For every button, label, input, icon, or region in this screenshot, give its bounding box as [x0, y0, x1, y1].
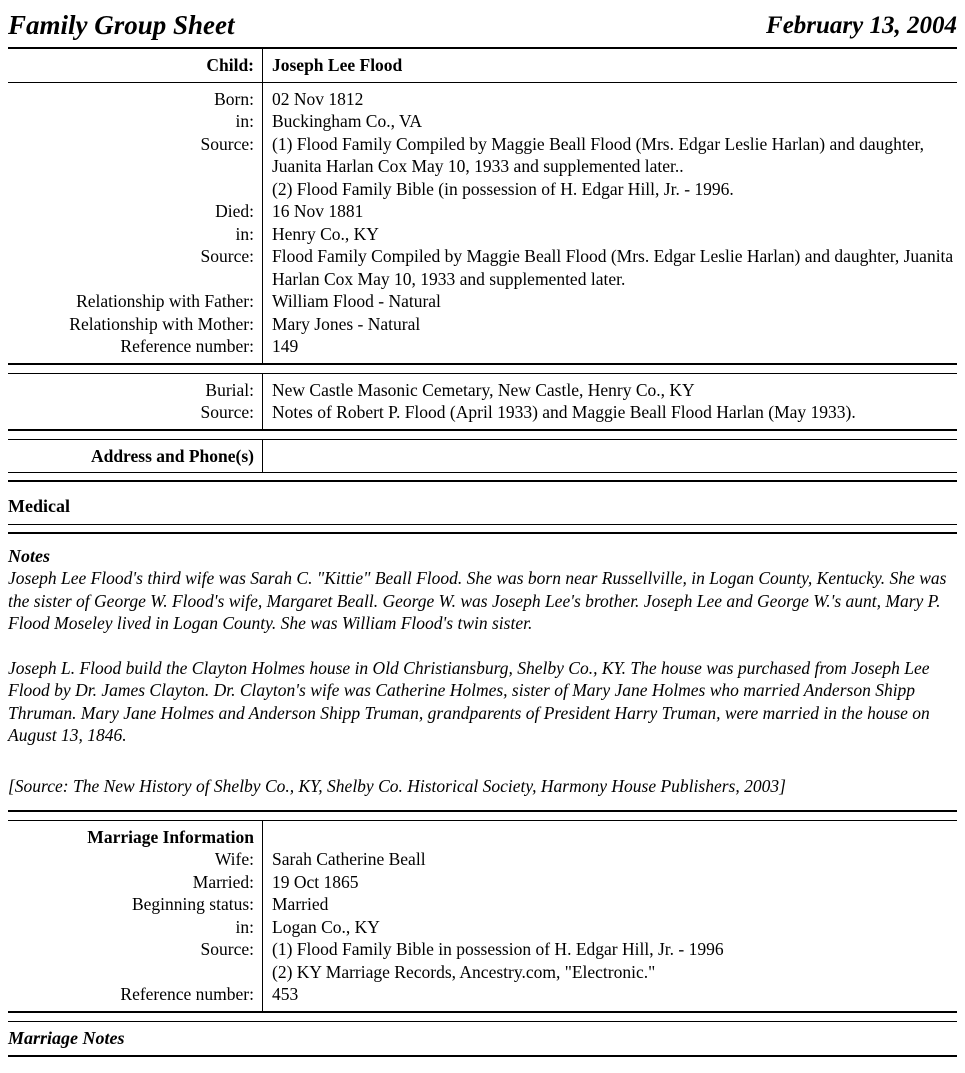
marriage-source-entry-2: (2) KY Marriage Records, Ancestry.com, "Electronic."	[272, 961, 656, 982]
born-in-value: Buckingham Co., VA	[262, 110, 957, 133]
notes-heading: Notes	[8, 545, 50, 566]
burial-value: New Castle Masonic Cemetary, New Castle, Henry Co., KY	[262, 374, 957, 402]
wife-label: Wife:	[214, 849, 254, 869]
row-wife	[8, 848, 957, 871]
section-separator	[8, 363, 957, 374]
marriage-reference-number-label: Reference number:	[120, 984, 254, 1004]
mother-value: Mary Jones - Natural	[262, 313, 957, 336]
mother-label: Relationship with Mother:	[69, 313, 254, 334]
row-marriage-source	[8, 938, 957, 983]
wife-value: Sarah Catherine Beall	[262, 848, 957, 871]
address-label: Address and Phone(s)	[90, 445, 254, 466]
row-reference-number	[8, 335, 957, 363]
father-label: Relationship with Father:	[76, 291, 254, 311]
child-value: Joseph Lee Flood	[262, 49, 957, 82]
beginning-status-value: Married	[262, 893, 957, 916]
row-died-source	[8, 245, 957, 290]
father-value: William Flood - Natural	[262, 290, 957, 313]
born-source-entry-1: (1) Flood Family Compiled by Maggie Beall Flood (Mrs. Edgar Leslie Harlan) and daughter, Juanita Harlan Cox May 10, 1933 and supplemented later..	[272, 133, 925, 176]
row-burial-source	[8, 401, 957, 429]
married-value: 19 Oct 1865	[262, 871, 957, 894]
marriage-notes-heading: Marriage Notes	[8, 1027, 125, 1048]
child-label: Child:	[206, 55, 254, 75]
died-in-value: Henry Co., KY	[262, 223, 957, 246]
section-separator	[8, 810, 957, 821]
row-born-source	[8, 133, 957, 201]
died-in-label: in:	[235, 223, 254, 244]
child-section	[8, 49, 957, 82]
medical-heading: Medical	[8, 496, 70, 516]
address-section	[8, 440, 957, 473]
burial-source-label: Source:	[200, 402, 254, 422]
bottom-divider	[8, 1055, 957, 1057]
died-source-label: Source:	[200, 246, 254, 266]
notes-paragraph: Joseph Lee Flood's third wife was Sarah C. "Kittie" Beall Flood. She was born near Russellville, in Logan County, Kentucky. She was the sister of George W. Flood's wife, Margaret Beall. George W. was Joseph Lee's brother. Joseph Lee and George W.'s aunt, Mary P. Flood Moseley lived in Logan County. She was William Flood's twin sister.	[8, 568, 947, 633]
row-burial	[8, 374, 957, 402]
died-value: 16 Nov 1881	[262, 200, 957, 223]
burial-section	[8, 374, 957, 429]
section-separator	[8, 1011, 957, 1022]
burial-label: Burial:	[205, 379, 254, 400]
marriage-information-section	[8, 821, 957, 1011]
row-marriage-heading	[8, 821, 957, 849]
document-date: February 13, 2004	[766, 12, 957, 39]
marriage-information-heading: Marriage Information	[87, 826, 254, 847]
section-separator	[8, 524, 957, 534]
marriage-source-value	[262, 938, 957, 983]
document-header	[8, 0, 957, 47]
born-label: Born:	[214, 88, 254, 109]
married-in-value: Logan Co., KY	[262, 916, 957, 939]
born-in-label: in:	[235, 111, 254, 131]
address-value	[262, 440, 957, 473]
row-father	[8, 290, 957, 313]
marriage-source-label: Source:	[200, 939, 254, 959]
section-separator	[8, 472, 957, 482]
marriage-reference-number-value: 453	[262, 983, 957, 1011]
row-born	[8, 83, 957, 111]
marriage-source-entry-1: (1) Flood Family Bible in possession of H. Edgar Hill, Jr. - 1996	[272, 939, 724, 959]
vital-details-section	[8, 83, 957, 363]
notes-section	[8, 542, 957, 810]
row-died-in	[8, 223, 957, 246]
married-in-label: in:	[235, 916, 254, 937]
section-separator	[8, 429, 957, 440]
marriage-heading-spacer	[262, 821, 957, 849]
reference-number-value: 149	[262, 335, 957, 363]
died-label: Died:	[215, 201, 254, 221]
row-address	[8, 440, 957, 473]
beginning-status-label: Beginning status:	[131, 894, 254, 914]
row-died	[8, 200, 957, 223]
burial-source-value: Notes of Robert P. Flood (April 1933) and Maggie Beall Flood Harlan (May 1933).	[262, 401, 957, 429]
row-child	[8, 49, 957, 82]
row-married	[8, 871, 957, 894]
born-source-label: Source:	[200, 133, 254, 154]
notes-source-paragraph: [Source: The New History of Shelby Co., KY, Shelby Co. Historical Society, Harmony House Publishers, 2003]	[8, 775, 786, 796]
married-label: Married:	[192, 871, 254, 892]
row-married-in	[8, 916, 957, 939]
row-mother	[8, 313, 957, 336]
row-marriage-reference-number	[8, 983, 957, 1011]
born-source-value	[262, 133, 957, 201]
born-source-entry-2: (2) Flood Family Bible (in possession of H. Edgar Hill, Jr. - 1996.	[272, 178, 734, 199]
row-born-in	[8, 110, 957, 133]
born-value: 02 Nov 1812	[262, 83, 957, 111]
died-source-value: Flood Family Compiled by Maggie Beall Flood (Mrs. Edgar Leslie Harlan) and daughter, Juanita Harlan Cox May 10, 1933 and supplemented later.	[262, 245, 957, 290]
notes-paragraph: Joseph L. Flood build the Clayton Holmes house in Old Christiansburg, Shelby Co., KY. The house was purchased from Joseph Lee Flood by Dr. James Clayton. Dr. Clayton's wife was Catherine Holmes, sister of Mary Jane Holmes who married Anderson Shipp Thruman. Mary Jane Holmes and Anderson Shipp Truman, grandparents of President Harry Truman, were married in the house on August 13, 1846.	[8, 657, 930, 745]
reference-number-label: Reference number:	[120, 336, 254, 356]
page-title: Family Group Sheet	[8, 10, 235, 40]
row-beginning-status	[8, 893, 957, 916]
